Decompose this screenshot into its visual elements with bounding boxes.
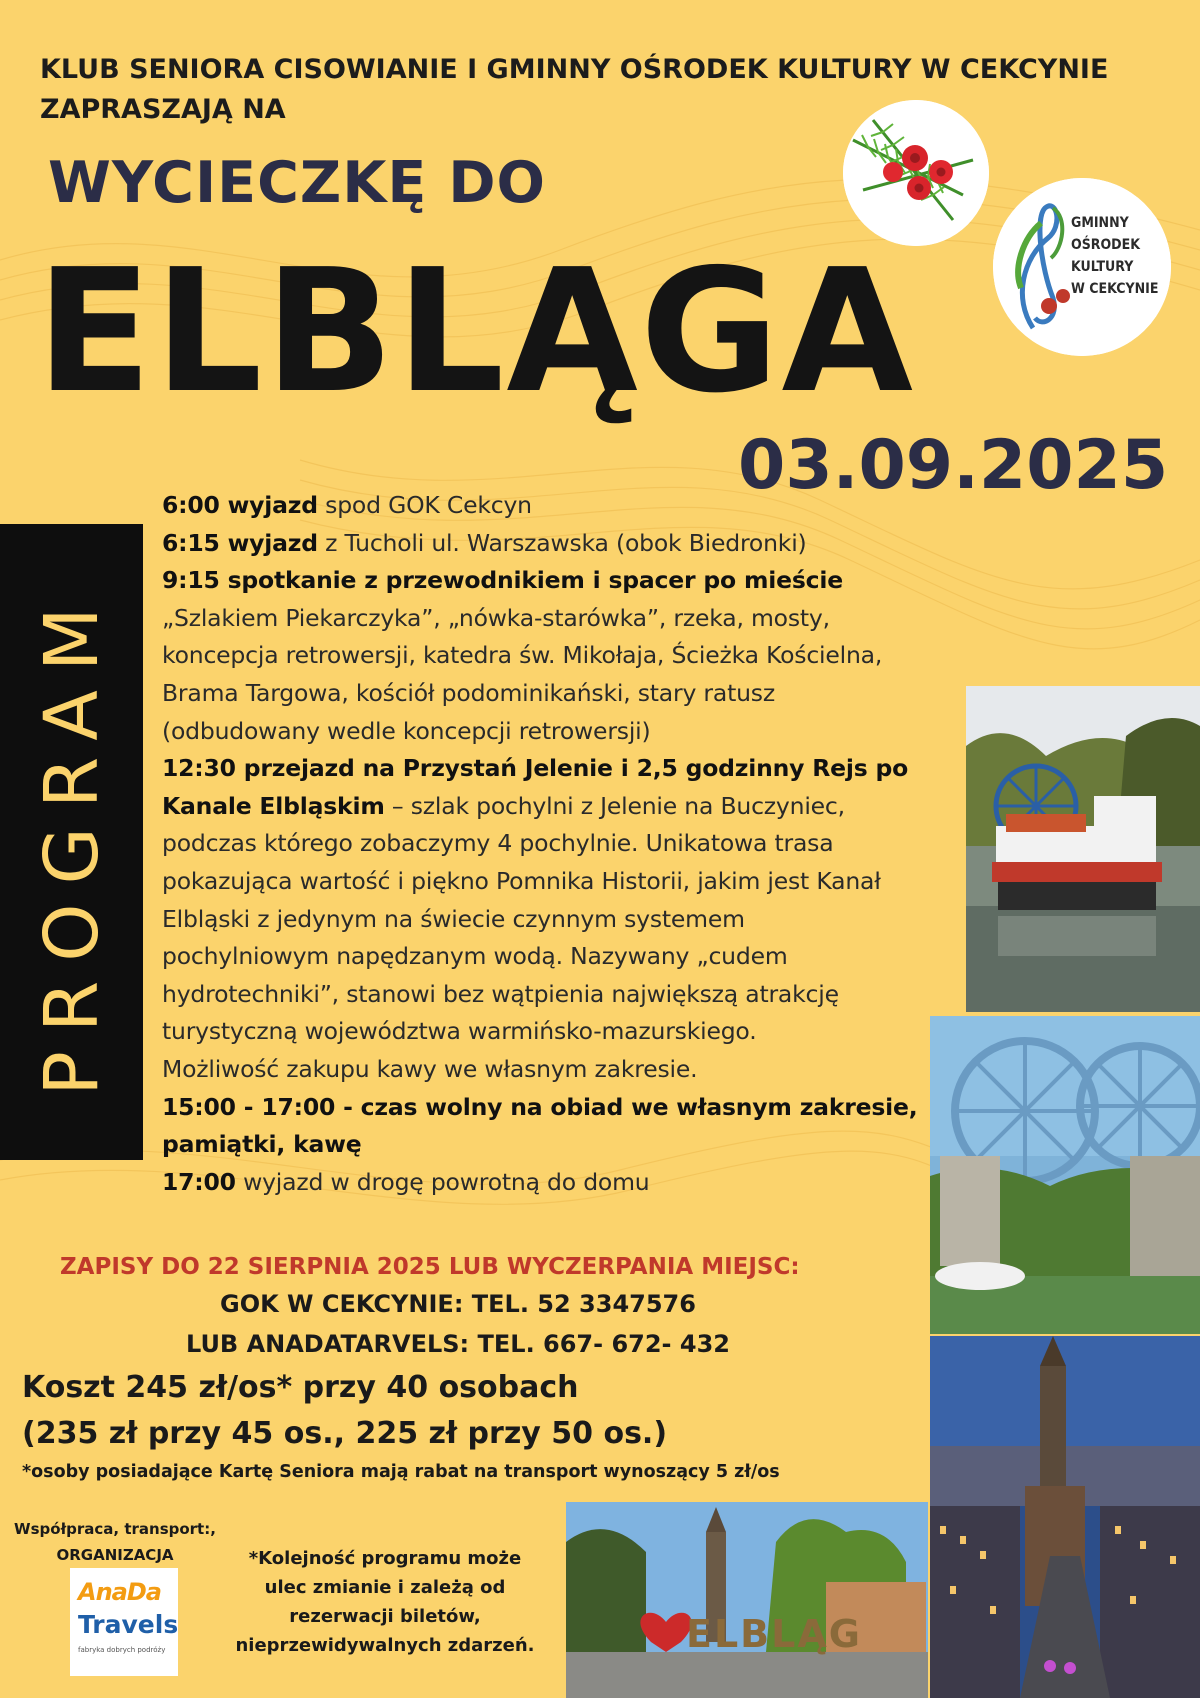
gok-logo [993, 178, 1171, 356]
registration-anada-phone: LUB ANADATARVELS: TEL. 667- 672- 432 [186, 1330, 730, 1358]
schedule-text-line: pokazująca wartość i piękno Pomnika Historii, jakim jest Kanał [162, 866, 881, 895]
sign-text: ELBLĄG [686, 1612, 862, 1656]
note-line-3: rezerwacji biletów, [289, 1606, 481, 1627]
inclined-plane-wheels-photo [930, 1016, 1200, 1334]
trip-subtitle: WYCIECZKĘ DO [48, 150, 546, 216]
anada-travels-logo [70, 1568, 178, 1676]
registration-heading: ZAPISY DO 22 SIERPNIA 2025 LUB WYCZERPANIA MIEJSC: [60, 1254, 800, 1280]
schedule-item [162, 525, 942, 563]
cost-senior-note: *osoby posiadające Kartę Seniora mają rabat na transport wynoszący 5 zł/os [22, 1462, 780, 1482]
schedule-time: pamiątki, kawę [162, 1130, 362, 1159]
city-title: ELBLĄGA [36, 233, 916, 431]
yew-branch-image [843, 100, 989, 246]
schedule-text-line: podczas którego zobaczymy 4 pochylnie. Unikatowa trasa [162, 829, 834, 858]
organizers-line-2: ZAPRASZAJĄ NA [40, 94, 286, 125]
cost-main: Koszt 245 zł/os* przy 40 osobach [22, 1370, 579, 1405]
organizers-line-1: KLUB SENIORA CISOWIANIE I GMINNY OŚRODEK KULTURY W CEKCYNIE [40, 54, 1109, 85]
schedule-text: spod GOK Cekcyn [317, 491, 532, 519]
schedule-text-line: turystyczną województwa warmińsko-mazurskiego. [162, 1017, 757, 1046]
schedule-time: 6:15 wyjazd [162, 528, 318, 557]
schedule-time: 9:15 spotkanie z przewodnikiem i spacer po mieście [162, 566, 843, 595]
gok-logo-line-2: OŚRODEK [1071, 237, 1141, 253]
cooperation-line-1: Współpraca, transport:, [14, 1520, 216, 1538]
schedule-item [162, 562, 942, 600]
note-line-2: ulec zmianie i zależą od [264, 1577, 506, 1598]
registration-gok-phone: GOK W CEKCYNIE: TEL. 52 3347576 [220, 1290, 696, 1318]
gok-logo-line-4: W CEKCYNIE [1071, 281, 1159, 297]
cooperation-line-2: ORGANIZACJA [56, 1546, 174, 1564]
schedule-item [162, 1126, 942, 1164]
wheels-illustration [930, 1016, 1200, 1334]
schedule-item [162, 1164, 942, 1202]
schedule-item [162, 1089, 942, 1127]
note-line-1: *Kolejność programu może [248, 1548, 522, 1569]
gok-logo-line-3: KULTURY [1071, 259, 1134, 275]
cooperation-label [10, 1516, 220, 1568]
schedule-text-line: „Szlakiem Piekarczyka”, „nówka-starówka”, rzeka, mosty, [162, 603, 830, 632]
schedule-text-line: Brama Targowa, kościół podominikański, stary ratusz [162, 678, 775, 707]
schedule-text-line: hydrotechniki”, stanowi bez wątpienia największą atrakcję [162, 979, 839, 1008]
canal-boat-photo [966, 686, 1200, 1012]
program-change-note [220, 1544, 550, 1660]
logo-top-text: AnaDa [78, 1578, 161, 1606]
boat-illustration [966, 686, 1200, 1012]
schedule-text-line: (odbudowany wedle koncepcji retrowersji) [162, 716, 651, 745]
note-line-4: nieprzewidywalnych zdarzeń. [235, 1635, 535, 1656]
logo-main-text: Travels [78, 1610, 179, 1639]
schedule-text: wyjazd w drogę powrotną do domu [235, 1167, 650, 1196]
schedule-time: Kanale Elbląskim [162, 791, 385, 820]
program-side-bar [0, 524, 143, 1160]
schedule-item [162, 750, 942, 788]
schedule-time: 15:00 - 17:00 - czas wolny na obiad we własnym zakresie, [162, 1092, 918, 1121]
trip-date: 03.09.2025 [738, 426, 1169, 505]
schedule-text-line: Możliwość zakupu kawy we własnym zakresie. [162, 1054, 698, 1083]
cost-alternatives: (235 zł przy 45 os., 225 zł przy 50 os.) [22, 1416, 668, 1451]
schedule-text-line: pochylniowym napędzanym wodą. Nazywany „cudem [162, 942, 788, 971]
schedule-time: 12:30 przejazd na Przystań Jelenie i 2,5 godzinny Rejs po [162, 754, 909, 783]
schedule-text-line: Elbląski z jedynym na świecie czynnym systemem [162, 904, 745, 933]
schedule-text: z Tucholi ul. Warszawska (obok Biedronki) [317, 528, 807, 557]
elblag-sign-photo [566, 1502, 928, 1698]
schedule-text: – szlak pochylni z Jelenie na Buczyniec, [384, 791, 845, 820]
yew-branch-icon [843, 100, 989, 246]
schedule-item [162, 487, 942, 525]
schedule-time: 17:00 [162, 1167, 236, 1196]
logo-tagline: fabryka dobrych podróży [78, 1646, 166, 1654]
schedule-text-line: koncepcja retrowersji, katedra św. Mikołaja, Ścieżka Kościelna, [162, 641, 883, 670]
sign-illustration [566, 1502, 928, 1698]
schedule-time: 6:00 wyjazd [162, 491, 318, 519]
program-label: PROGRAM [28, 588, 115, 1096]
schedule-item [162, 788, 942, 826]
city-night-illustration [930, 1336, 1200, 1698]
gok-logo-line-1: GMINNY [1071, 215, 1129, 231]
gok-logo-text [1071, 212, 1158, 300]
organizers-heading [40, 50, 1160, 130]
program-schedule [162, 487, 942, 1201]
elblag-city-night-photo [930, 1336, 1200, 1698]
